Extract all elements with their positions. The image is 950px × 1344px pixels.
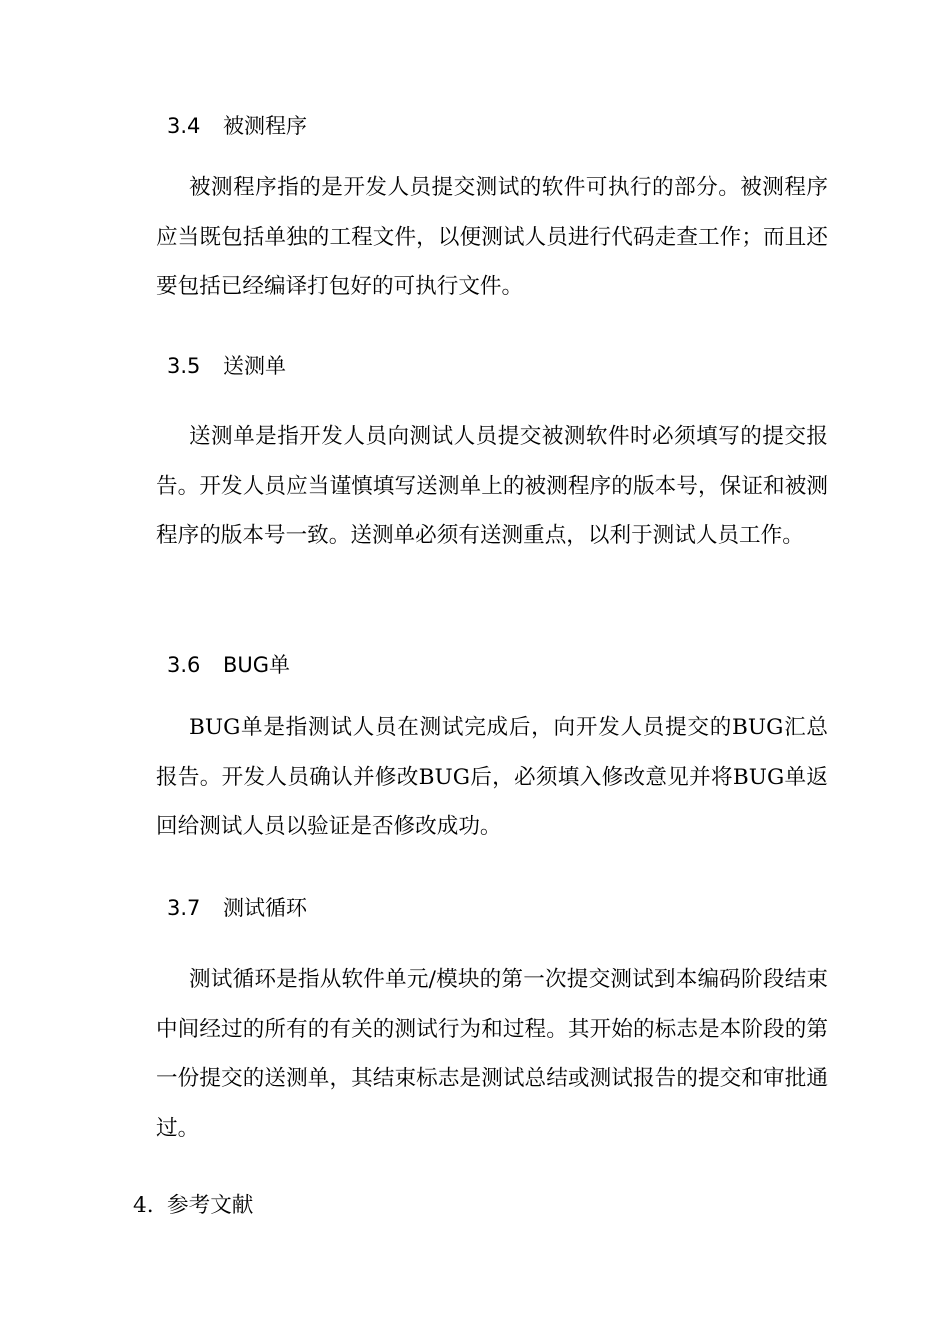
section-heading-3-4 [167,112,307,140]
section-number: 3.6 [167,653,201,677]
section-body-3-4: 被测程序指的是开发人员提交测试的软件可执行的部分。被测程序应当既包括单独的工程文件，以便测试人员进行代码走查工作；而且还要包括已经编译打包好的可执行文件。 [156,175,828,299]
section-body-3-6: BUG单是指测试人员在测试完成后，向开发人员提交的BUG汇总报告。开发人员确认并修改BUG后，必须填入修改意见并将BUG单返回给测试人员以验证是否修改成功。 [156,715,828,839]
section-heading-3-6 [167,651,290,679]
section-title: 参考文献 [167,1193,254,1218]
section-title: 送测单 [223,354,286,378]
section-title: BUG单 [223,653,291,677]
section-body-3-5: 送测单是指开发人员向测试人员提交被测软件时必须填写的提交报告。开发人员应当谨慎填写送测单上的被测程序的版本号，保证和被测程序的版本号一致。送测单必须有送测重点，以利于测试人员工作。 [156,424,828,548]
section-number: 3.4 [167,114,201,138]
section-number: 3.7 [167,896,201,920]
section-heading-3-5 [167,352,286,380]
section-title: 被测程序 [223,114,307,138]
section-number: 4. [133,1193,154,1218]
section-heading-3-7 [167,894,307,922]
section-heading-4 [133,1192,253,1220]
section-number: 3.5 [167,354,201,378]
section-body-3-7: 测试循环是指从软件单元/模块的第一次提交测试到本编码阶段结束中间经过的所有的有关的测试行为和过程。其开始的标志是本阶段的第一份提交的送测单，其结束标志是测试总结或测试报告的提交和审批通过。 [156,967,828,1141]
section-title: 测试循环 [223,896,307,920]
